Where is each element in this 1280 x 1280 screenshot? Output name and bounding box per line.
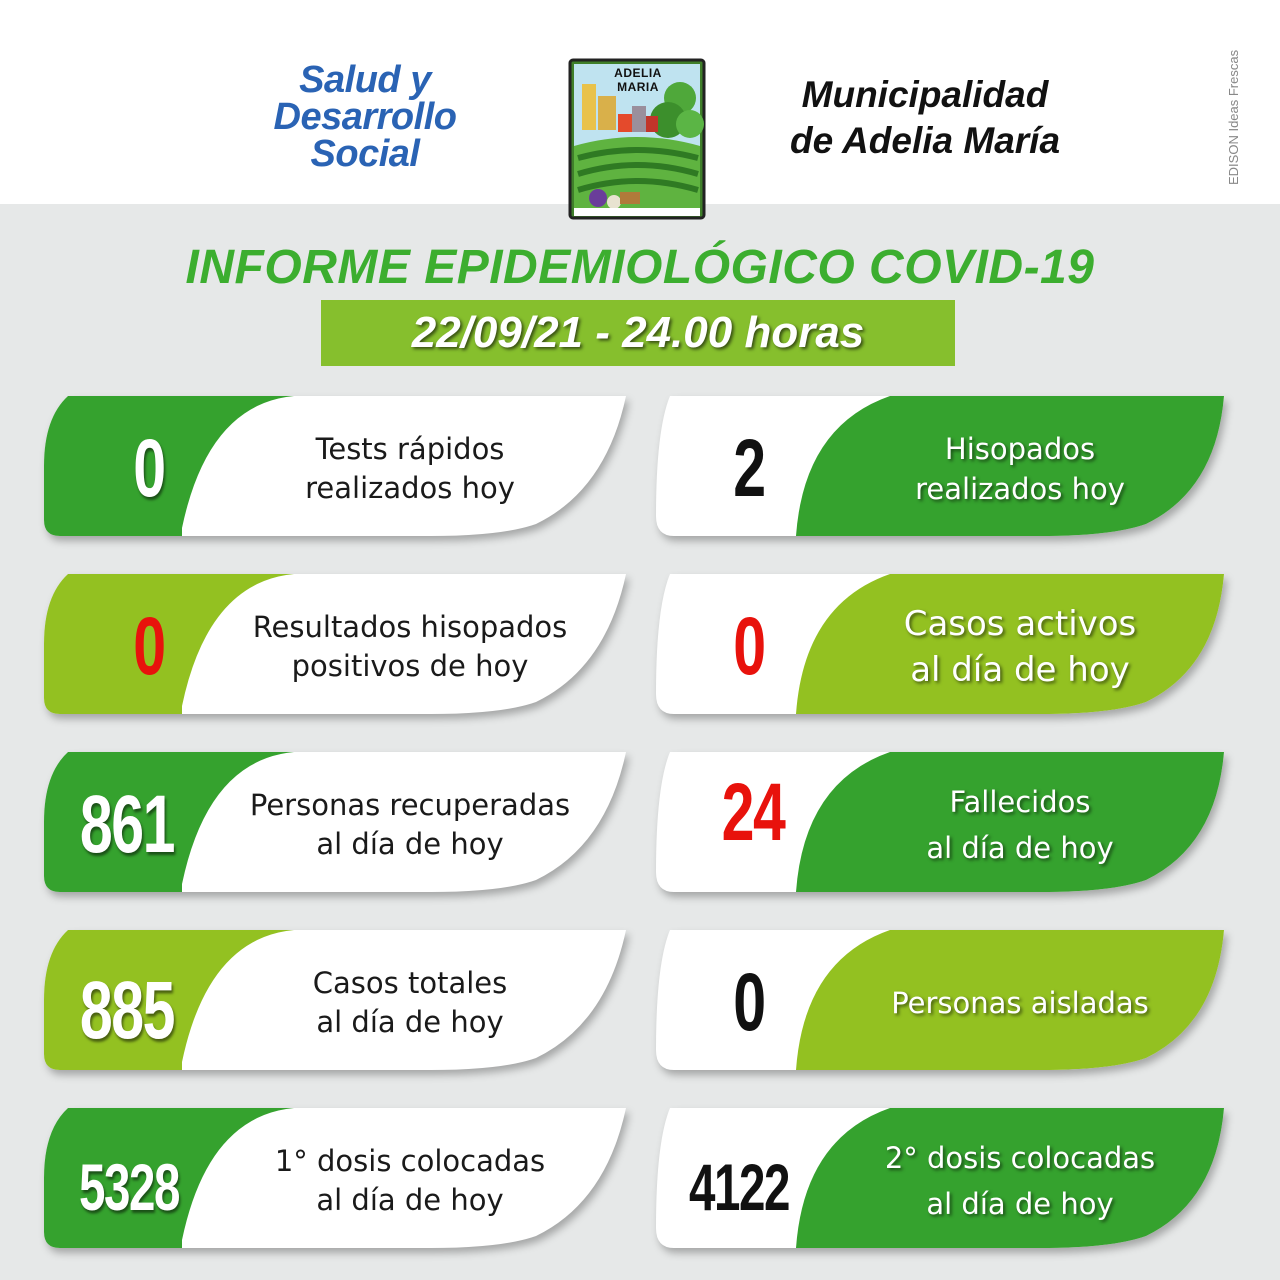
stat-value: 0 [133, 601, 165, 692]
stat-value: 861 [79, 779, 175, 870]
municipality-name [760, 72, 1090, 164]
stat-label-line: Casos activos [903, 604, 1137, 644]
stat-label-line: Casos totales [312, 966, 508, 1000]
stat-label [200, 1108, 620, 1254]
stat-value: 2 [733, 423, 765, 514]
stat-label [200, 930, 620, 1076]
stat-label-line: al día de hoy [316, 1005, 504, 1039]
stat-value: 885 [79, 965, 175, 1056]
stat-label-line: al día de hoy [926, 831, 1114, 865]
stat-value: 0 [733, 601, 765, 692]
municipality-line: de Adelia María [789, 120, 1061, 161]
stat-label-line: 2° dosis colocadas [884, 1141, 1156, 1175]
stat-card-swabs [650, 396, 1244, 542]
municipality-line: Municipalidad [801, 74, 1049, 115]
stat-label [820, 752, 1220, 898]
logo-title: ADELIA MARIA [614, 66, 662, 94]
stat-value: 24 [721, 767, 785, 858]
stat-label-line: Personas aisladas [891, 986, 1149, 1020]
stat-card-deceased [650, 752, 1244, 898]
stat-card-active-cases [650, 574, 1244, 720]
stat-card-rapid-tests [40, 396, 634, 542]
stat-label [820, 574, 1220, 720]
stat-card-total-cases [40, 930, 634, 1076]
stat-label-line: al día de hoy [910, 650, 1130, 690]
stat-card-first-dose [40, 1108, 634, 1254]
dept-line: Desarrollo [273, 96, 457, 138]
stat-label-line: al día de hoy [316, 1183, 504, 1217]
stat-label-line: realizados hoy [305, 471, 515, 505]
stat-label [820, 1108, 1220, 1254]
stat-label-line: Resultados hisopados [252, 610, 568, 644]
stat-label-line: al día de hoy [316, 827, 504, 861]
stat-label-line: Tests rápidos [315, 432, 505, 466]
stat-label-line: 1° dosis colocadas [274, 1144, 546, 1178]
stat-card-isolated [650, 930, 1244, 1076]
stat-value: 0 [133, 423, 165, 514]
stat-card-recovered [40, 752, 634, 898]
stat-label-line: realizados hoy [915, 472, 1125, 506]
stat-label-line: Hisopados [944, 432, 1096, 466]
dept-line: Social [310, 133, 420, 175]
stat-value: 4122 [689, 1150, 789, 1224]
design-credit: EDISON Ideas Frescas [1226, 49, 1241, 185]
stat-label [200, 752, 620, 898]
stat-label-line: positivos de hoy [291, 649, 529, 683]
stat-label [820, 930, 1220, 1076]
stat-value: 5328 [79, 1150, 179, 1224]
stat-label-line: al día de hoy [926, 1187, 1114, 1221]
stat-label [820, 396, 1220, 542]
stat-value: 0 [733, 957, 765, 1048]
stat-card-positive-results [40, 574, 634, 720]
stat-label-line: Personas recuperadas [249, 788, 571, 822]
report-date-banner: 22/09/21 - 24.00 horas [321, 300, 955, 366]
header-band [0, 0, 1280, 204]
dept-line: Salud y [299, 59, 431, 101]
health-department-wordmark [250, 59, 480, 175]
stat-label [200, 574, 620, 720]
stat-label-line: Fallecidos [949, 785, 1091, 819]
report-title: INFORME EPIDEMIOLÓGICO COVID-19 [185, 241, 1095, 294]
stat-label [200, 396, 620, 542]
stat-card-second-dose [650, 1108, 1244, 1254]
